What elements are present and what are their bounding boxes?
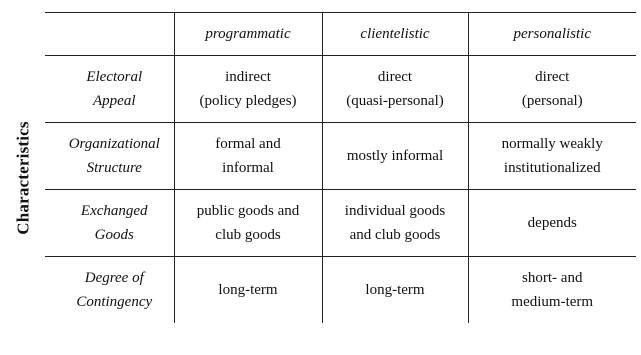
row-header-line-1: Exchanged [80,203,148,219]
table-row-organizational-structure [45,123,636,190]
cell-organizational-structure-personalistic [468,123,636,190]
cell-line-1: direct [535,69,570,85]
row-header-line-1: Degree of [84,270,144,286]
cell-degree-of-contingency-personalistic [468,257,636,324]
row-header-exchanged-goods [45,190,174,257]
row-header-line-1: Organizational [68,136,160,152]
row-header-line-2: Goods [94,227,134,243]
cell-line-1: formal and [215,136,281,152]
table-row-exchanged-goods [45,190,636,257]
column-header-programmatic: programmatic [174,13,322,56]
cell-line-2: medium-term [511,294,594,310]
cell-exchanged-goods-clientelistic [322,190,468,257]
cell-line-2: (personal) [521,93,583,109]
cell-line-1: public goods and [196,203,300,219]
cell-line-2: informal [222,160,274,176]
table-header-row [45,13,636,56]
row-header-line-2: Structure [86,160,142,176]
cell-exchanged-goods-programmatic [174,190,322,257]
cell-line-2: (quasi-personal) [346,93,444,109]
cell-line-2: club goods [215,227,281,243]
table-row-degree-of-contingency [45,257,636,324]
row-header-degree-of-contingency [45,257,174,324]
cell-line-1: indirect [225,69,271,85]
cell-electoral-appeal-programmatic [174,56,322,123]
cell-line-2: institutionalized [503,160,601,176]
cell-line-1: direct [377,69,413,85]
cell-exchanged-goods-personalistic [468,190,636,257]
cell-degree-of-contingency-programmatic [174,257,322,324]
row-header-line-2: Appeal [93,93,136,109]
cell-electoral-appeal-personalistic [468,56,636,123]
cell-electoral-appeal-clientelistic [322,56,468,123]
cell-line-1: depends [527,215,577,231]
cell-line-1: individual goods [344,203,446,219]
column-header-personalistic: personalistic [468,13,636,56]
table-row-electoral-appeal [45,56,636,123]
cell-line-1: long-term [218,282,278,298]
side-label-text: Characteristics [14,120,33,235]
column-header-clientelistic: clientelistic [322,13,468,56]
row-header-line-1: Electoral [86,69,143,85]
row-header-line-2: Contingency [76,294,153,310]
cell-line-2: (policy pledges) [199,93,297,109]
row-header-organizational-structure [45,123,174,190]
cell-organizational-structure-clientelistic [322,123,468,190]
row-header-electoral-appeal [45,56,174,123]
cell-line-2: and club goods [349,227,441,243]
cell-line-1: short- and [522,270,583,286]
header-corner-cell [45,13,174,56]
cell-organizational-structure-programmatic [174,123,322,190]
cell-line-1: long-term [365,282,425,298]
cell-line-1: mostly informal [346,148,444,164]
cell-degree-of-contingency-clientelistic [322,257,468,324]
comparison-table [45,12,636,323]
cell-line-1: normally weakly [501,136,603,152]
characteristics-side-label [12,0,36,355]
